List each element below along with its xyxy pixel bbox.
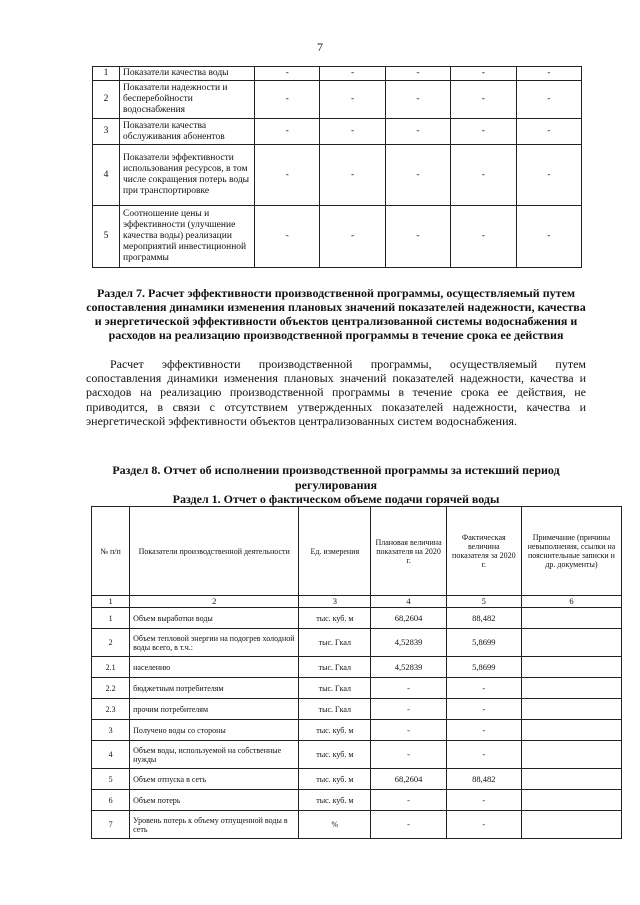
column-index: 5 bbox=[446, 596, 521, 608]
indicator-name: Объем выработки воды bbox=[130, 608, 299, 629]
note-cell bbox=[521, 769, 621, 790]
note-cell bbox=[521, 657, 621, 678]
column-index: 4 bbox=[371, 596, 446, 608]
row-number: 5 bbox=[92, 769, 130, 790]
column-header: Ед. измерения bbox=[299, 507, 371, 596]
plan-value: 68,2604 bbox=[371, 769, 446, 790]
row-number: 7 bbox=[92, 811, 130, 839]
row-number: 2.3 bbox=[92, 699, 130, 720]
table-row bbox=[92, 720, 622, 741]
table-row bbox=[92, 629, 622, 657]
table-cell: - bbox=[516, 206, 581, 268]
row-number: 6 bbox=[92, 790, 130, 811]
table-row bbox=[92, 741, 622, 769]
plan-value: - bbox=[371, 811, 446, 839]
note-cell bbox=[521, 720, 621, 741]
section-7-paragraph: Расчет эффективности производственной программы, осуществляемый путем сопоставления динамики изменения плановых значений показателей надежности, качества и расходов на реализацию производственной программы в течение срока ее действия, не приводится, в связи с отсутствием утвержденных показателей надежности, качества и энергетической эффективности объектов централизованных систем водоснабжения. bbox=[86, 357, 586, 428]
fact-value: - bbox=[446, 720, 521, 741]
indicators-table bbox=[92, 66, 582, 268]
column-index: 1 bbox=[92, 596, 130, 608]
table-row bbox=[93, 67, 582, 81]
indicator-name: населению bbox=[130, 657, 299, 678]
row-number: 1 bbox=[92, 608, 130, 629]
indicator-name: Объем потерь bbox=[130, 790, 299, 811]
table-row bbox=[93, 81, 582, 119]
plan-value: - bbox=[371, 699, 446, 720]
row-number: 4 bbox=[93, 145, 120, 206]
fact-value: - bbox=[446, 678, 521, 699]
indicator-label: Соотношение цены и эффективности (улучшение качества воды) реализации мероприятий инвестиционной программы bbox=[120, 206, 255, 268]
table-row bbox=[93, 145, 582, 206]
indicator-label: Показатели эффективности использования ресурсов, в том числе сокращения потерь воды при транспортировке bbox=[120, 145, 255, 206]
indicator-name: Объем тепловой энергии на подогрев холодной воды всего, в т.ч.: bbox=[130, 629, 299, 657]
table-cell: - bbox=[451, 145, 516, 206]
column-header: Примечание (причины невыполнения, ссылки на пояснительные записки и др. документы) bbox=[521, 507, 621, 596]
row-number: 2.2 bbox=[92, 678, 130, 699]
fact-value: - bbox=[446, 790, 521, 811]
column-header: № п/п bbox=[92, 507, 130, 596]
fact-value: - bbox=[446, 811, 521, 839]
plan-value: - bbox=[371, 678, 446, 699]
fact-value: - bbox=[446, 741, 521, 769]
column-header: Фактическая величина показателя за 2020 г. bbox=[446, 507, 521, 596]
note-cell bbox=[521, 608, 621, 629]
table-cell: - bbox=[320, 206, 385, 268]
column-header: Плановая величина показателя на 2020 г. bbox=[371, 507, 446, 596]
table-header-row bbox=[92, 507, 622, 596]
table-cell: - bbox=[451, 67, 516, 81]
plan-value: 4,52839 bbox=[371, 657, 446, 678]
plan-value: 68,2604 bbox=[371, 608, 446, 629]
indicator-label: Показатели качества воды bbox=[120, 67, 255, 81]
table-cell: - bbox=[255, 81, 320, 119]
column-index-row bbox=[92, 596, 622, 608]
production-report-table bbox=[91, 506, 622, 839]
unit-cell: тыс. Гкал bbox=[299, 678, 371, 699]
fact-value: 5,8699 bbox=[446, 629, 521, 657]
table-row bbox=[92, 811, 622, 839]
plan-value: 4,52839 bbox=[371, 629, 446, 657]
indicator-name: бюджетным потребителям bbox=[130, 678, 299, 699]
table-cell: - bbox=[516, 67, 581, 81]
table-cell: - bbox=[320, 81, 385, 119]
table-row bbox=[92, 769, 622, 790]
table-cell: - bbox=[320, 67, 385, 81]
column-index: 6 bbox=[521, 596, 621, 608]
unit-cell: тыс. куб. м bbox=[299, 608, 371, 629]
unit-cell: тыс. куб. м bbox=[299, 769, 371, 790]
table-cell: - bbox=[516, 119, 581, 145]
table-cell: - bbox=[385, 206, 450, 268]
note-cell bbox=[521, 741, 621, 769]
table-cell: - bbox=[385, 119, 450, 145]
column-header: Показатели производственной деятельности bbox=[130, 507, 299, 596]
table-row bbox=[92, 699, 622, 720]
note-cell bbox=[521, 678, 621, 699]
row-number: 5 bbox=[93, 206, 120, 268]
note-cell bbox=[521, 699, 621, 720]
section-7-heading: Раздел 7. Расчет эффективности производственной программы, осуществляемый путем сопоставления динамики изменения плановых значений показателей надежности, качества и энергетической эффективности объектов централизованной системы водоснабжения и расходов на реализацию производственной программы в течение срока ее действия bbox=[86, 286, 586, 342]
plan-value: - bbox=[371, 720, 446, 741]
table-cell: - bbox=[255, 119, 320, 145]
plan-value: - bbox=[371, 790, 446, 811]
unit-cell: тыс. куб. м bbox=[299, 741, 371, 769]
table-cell: - bbox=[516, 81, 581, 119]
unit-cell: тыс. Гкал bbox=[299, 629, 371, 657]
table-cell: - bbox=[516, 145, 581, 206]
indicator-name: прочим потребителям bbox=[130, 699, 299, 720]
table-cell: - bbox=[255, 206, 320, 268]
table-cell: - bbox=[451, 206, 516, 268]
table-row bbox=[92, 678, 622, 699]
page-number: 7 bbox=[317, 40, 323, 54]
table-cell: - bbox=[255, 67, 320, 81]
table-cell: - bbox=[451, 81, 516, 119]
indicator-name: Уровень потерь к объему отпущенной воды в сеть bbox=[130, 811, 299, 839]
table-cell: - bbox=[385, 67, 450, 81]
row-number: 1 bbox=[93, 67, 120, 81]
table-row bbox=[93, 206, 582, 268]
table-cell: - bbox=[255, 145, 320, 206]
section-8-subheading: Раздел 1. Отчет о фактическом объеме подачи горячей воды bbox=[172, 492, 500, 506]
note-cell bbox=[521, 811, 621, 839]
fact-value: 88,482 bbox=[446, 608, 521, 629]
fact-value: 5,8699 bbox=[446, 657, 521, 678]
row-number: 3 bbox=[93, 119, 120, 145]
indicator-name: Объем воды, используемой на собственные нужды bbox=[130, 741, 299, 769]
indicator-label: Показатели качества обслуживания абонентов bbox=[120, 119, 255, 145]
table-row bbox=[92, 657, 622, 678]
table-cell: - bbox=[385, 145, 450, 206]
row-number: 2.1 bbox=[92, 657, 130, 678]
table-row bbox=[92, 790, 622, 811]
unit-cell: тыс. куб. м bbox=[299, 790, 371, 811]
row-number: 4 bbox=[92, 741, 130, 769]
unit-cell: тыс. Гкал bbox=[299, 699, 371, 720]
indicator-name: Объем отпуска в сеть bbox=[130, 769, 299, 790]
fact-value: - bbox=[446, 699, 521, 720]
row-number: 2 bbox=[93, 81, 120, 119]
section-8-heading: Раздел 8. Отчет об исполнении производственной программы за истекший период регулирования bbox=[112, 463, 560, 492]
column-index: 2 bbox=[130, 596, 299, 608]
plan-value: - bbox=[371, 741, 446, 769]
table-cell: - bbox=[320, 145, 385, 206]
indicator-name: Получено воды со стороны bbox=[130, 720, 299, 741]
indicator-label: Показатели надежности и бесперебойности водоснабжения bbox=[120, 81, 255, 119]
unit-cell: тыс. Гкал bbox=[299, 657, 371, 678]
row-number: 2 bbox=[92, 629, 130, 657]
note-cell bbox=[521, 790, 621, 811]
row-number: 3 bbox=[92, 720, 130, 741]
table-row bbox=[92, 608, 622, 629]
unit-cell: тыс. куб. м bbox=[299, 720, 371, 741]
column-index: 3 bbox=[299, 596, 371, 608]
table-cell: - bbox=[320, 119, 385, 145]
fact-value: 88,482 bbox=[446, 769, 521, 790]
unit-cell: % bbox=[299, 811, 371, 839]
table-cell: - bbox=[385, 81, 450, 119]
note-cell bbox=[521, 629, 621, 657]
table-row bbox=[93, 119, 582, 145]
table-cell: - bbox=[451, 119, 516, 145]
